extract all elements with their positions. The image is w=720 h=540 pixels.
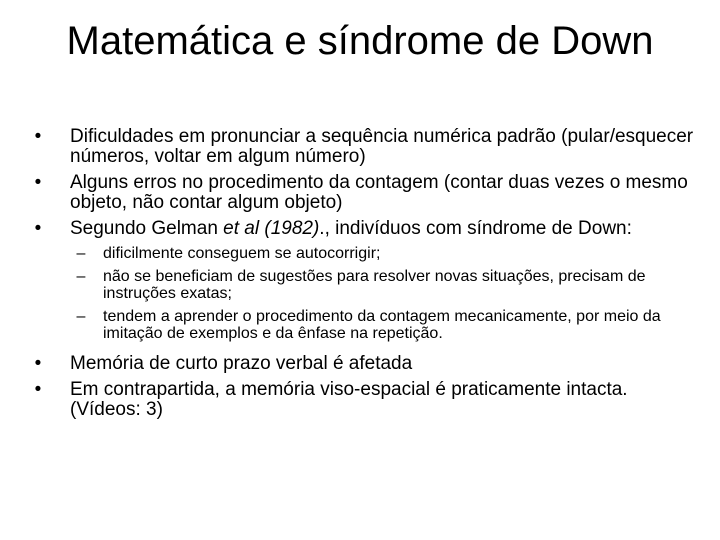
bullet-icon: • [34, 379, 42, 400]
bullet-item [28, 354, 698, 374]
bullet-item [28, 380, 698, 420]
bullet-text [70, 218, 632, 239]
bullet-text: Dificuldades em pronunciar a sequência numérica padrão (pular/esquecer números, voltar em algum número) [70, 126, 694, 167]
sub-bullet-text: tendem a aprender o procedimento da contagem mecanicamente, por meio da imitação de exemplos e da ênfase na repetição. [103, 308, 661, 342]
bullet-icon: • [34, 218, 42, 239]
bullet-icon: • [34, 353, 42, 374]
dash-icon: – [76, 308, 86, 325]
dash-icon: – [76, 245, 86, 262]
bullet-text: Em contrapartida, a memória viso-espacial é praticamente intacta. (Vídeos: 3) [70, 379, 628, 420]
bullet-icon: • [34, 126, 42, 147]
bullet-text-before: Segundo Gelman [70, 218, 224, 239]
slide-body [28, 127, 698, 426]
dash-icon: – [76, 268, 86, 285]
slide-title: Matemática e síndrome de Down [66, 19, 654, 63]
sub-bullet-item [28, 308, 698, 342]
sub-bullet-list [28, 245, 698, 342]
sub-bullet-text: não se beneficiam de sugestões para resolver novas situações, precisam de instruções exatas; [103, 268, 646, 302]
bullet-item [28, 173, 698, 213]
bullet-item [28, 127, 698, 167]
bullet-text: Alguns erros no procedimento da contagem (contar duas vezes o mesmo objeto, não contar algum objeto) [70, 172, 688, 213]
bullet-text: Memória de curto prazo verbal é afetada [70, 353, 413, 374]
sub-bullet-item [28, 245, 698, 262]
bullet-icon: • [34, 172, 42, 193]
sub-bullet-item [28, 268, 698, 302]
sub-bullet-text: dificilmente conseguem se autocorrigir; [103, 245, 381, 262]
bullet-text-after: ., indivíduos com síndrome de Down: [319, 218, 632, 239]
bullet-item [28, 219, 698, 239]
citation-italic: et al (1982) [223, 218, 320, 239]
